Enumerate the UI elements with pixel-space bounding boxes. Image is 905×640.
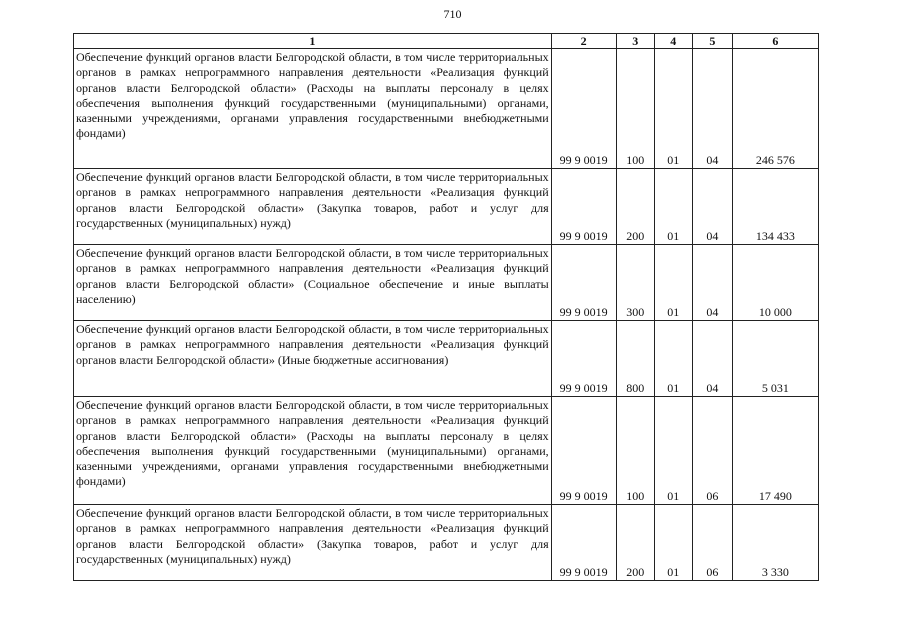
row-expense-type: 800 bbox=[616, 321, 654, 397]
row-section: 01 bbox=[654, 169, 692, 245]
row-code: 99 9 0019 bbox=[551, 49, 616, 169]
header-col-6: 6 bbox=[732, 34, 818, 49]
row-amount: 10 000 bbox=[732, 245, 818, 321]
row-amount: 17 490 bbox=[732, 397, 818, 505]
row-description: Обеспечение функций органов власти Белгородской области, в том числе территориальных органов в рамках непрограммного направления деятельности «Реализация функций органов власти Белгородской области» (Закупка товаров, работ и услуг для государственных (муниципальных) нужд) bbox=[74, 169, 552, 245]
row-code: 99 9 0019 bbox=[551, 245, 616, 321]
row-section: 01 bbox=[654, 397, 692, 505]
header-col-2: 2 bbox=[551, 34, 616, 49]
row-expense-type: 100 bbox=[616, 397, 654, 505]
table-row bbox=[74, 245, 819, 321]
row-code: 99 9 0019 bbox=[551, 169, 616, 245]
table-row bbox=[74, 397, 819, 505]
row-subsection: 06 bbox=[692, 397, 732, 505]
row-code: 99 9 0019 bbox=[551, 505, 616, 581]
row-code: 99 9 0019 bbox=[551, 397, 616, 505]
budget-table bbox=[73, 33, 819, 581]
row-description: Обеспечение функций органов власти Белгородской области, в том числе территориальных органов в рамках непрограммного направления деятельности «Реализация функций органов власти Белгородской области» (Закупка товаров, работ и услуг для государственных (муниципальных) нужд) bbox=[74, 505, 552, 581]
table-row bbox=[74, 49, 819, 169]
row-amount: 134 433 bbox=[732, 169, 818, 245]
row-section: 01 bbox=[654, 505, 692, 581]
row-expense-type: 300 bbox=[616, 245, 654, 321]
row-expense-type: 200 bbox=[616, 505, 654, 581]
row-amount: 3 330 bbox=[732, 505, 818, 581]
row-expense-type: 200 bbox=[616, 169, 654, 245]
row-expense-type: 100 bbox=[616, 49, 654, 169]
row-amount: 246 576 bbox=[732, 49, 818, 169]
row-description: Обеспечение функций органов власти Белгородской области, в том числе территориальных органов в рамках непрограммного направления деятельности «Реализация функций органов власти Белгородской области» (Иные бюджетные ассигнования) bbox=[74, 321, 552, 397]
table-row bbox=[74, 321, 819, 397]
table-row bbox=[74, 169, 819, 245]
header-col-4: 4 bbox=[654, 34, 692, 49]
row-description: Обеспечение функций органов власти Белгородской области, в том числе территориальных органов в рамках непрограммного направления деятельности «Реализация функций органов власти Белгородской области» (Расходы на выплаты персоналу в целях обеспечения выполнения функций государственными (муниципальными) органами, казенными учреждениями, органами управления государственными внебюджетными фондами) bbox=[74, 397, 552, 505]
row-subsection: 04 bbox=[692, 321, 732, 397]
row-description: Обеспечение функций органов власти Белгородской области, в том числе территориальных органов в рамках непрограммного направления деятельности «Реализация функций органов власти Белгородской области» (Расходы на выплаты персоналу в целях обеспечения выполнения функций государственными (муниципальными) органами, казенными учреждениями, органами управления государственными внебюджетными фондами) bbox=[74, 49, 552, 169]
row-subsection: 04 bbox=[692, 169, 732, 245]
header-col-5: 5 bbox=[692, 34, 732, 49]
header-col-1: 1 bbox=[74, 34, 552, 49]
row-amount: 5 031 bbox=[732, 321, 818, 397]
row-description: Обеспечение функций органов власти Белгородской области, в том числе территориальных органов в рамках непрограммного направления деятельности «Реализация функций органов власти Белгородской области» (Социальное обеспечение и иные выплаты населению) bbox=[74, 245, 552, 321]
page-number: 710 bbox=[443, 7, 462, 21]
table-row bbox=[74, 505, 819, 581]
row-section: 01 bbox=[654, 49, 692, 169]
header-col-3: 3 bbox=[616, 34, 654, 49]
row-section: 01 bbox=[654, 245, 692, 321]
row-subsection: 04 bbox=[692, 245, 732, 321]
row-subsection: 04 bbox=[692, 49, 732, 169]
row-code: 99 9 0019 bbox=[551, 321, 616, 397]
row-subsection: 06 bbox=[692, 505, 732, 581]
table-header-row bbox=[74, 34, 819, 49]
row-section: 01 bbox=[654, 321, 692, 397]
